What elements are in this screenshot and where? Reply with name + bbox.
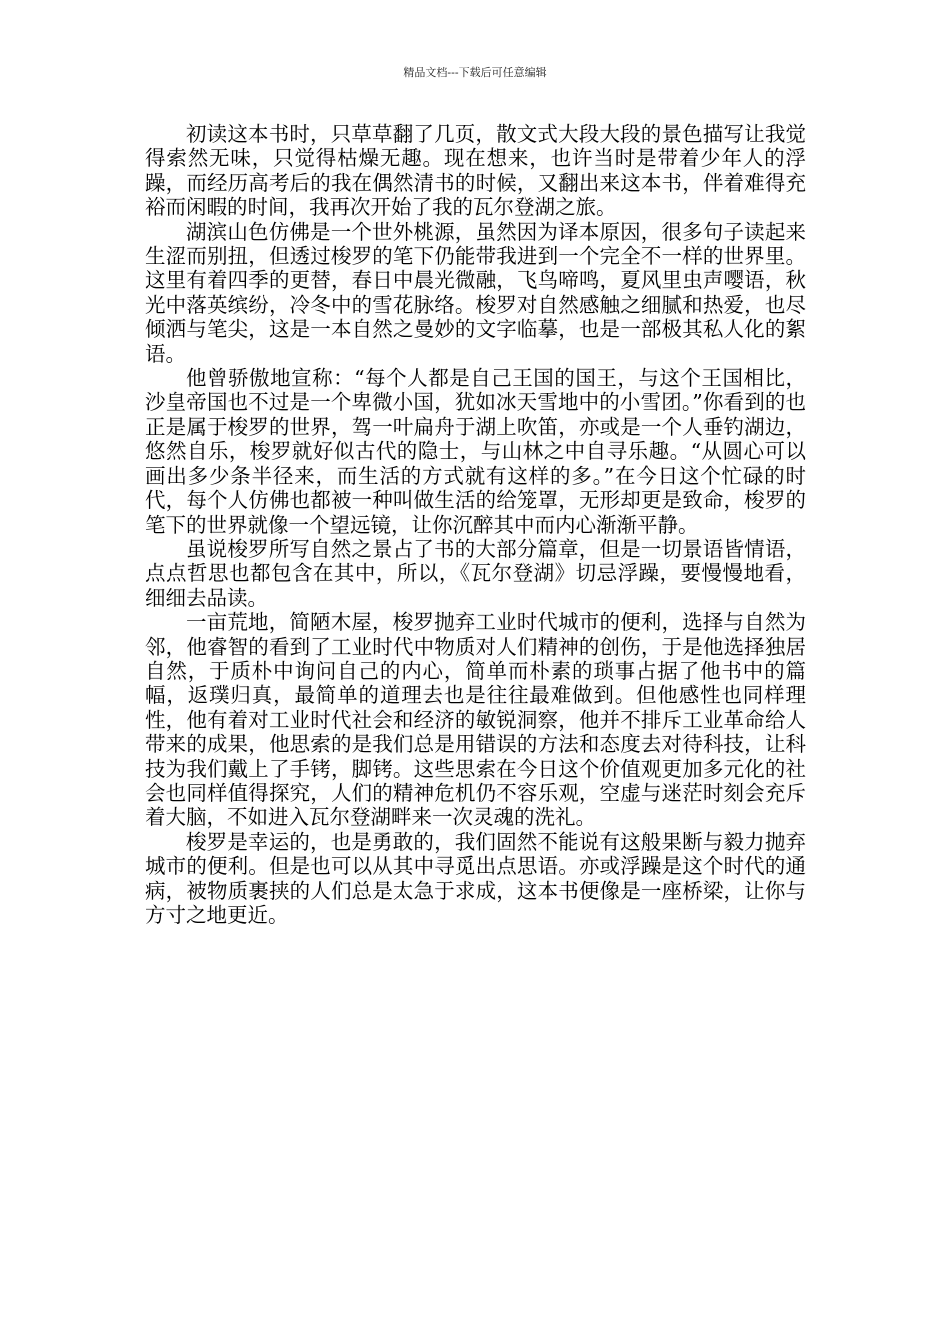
paragraph: 一亩荒地，简陋木屋，梭罗抛弃工业时代城市的便利，选择与自然为邻，他睿智的看到了工业时代中物质对人们精神的创伤，于是他选择独居自然，于质朴中询问自己的内心，简单而朴素的琐事占据了他书中的篇幅，返璞归真，最简单的道理去也是往往最难做到。但他感性也同样理性，他有着对工业时代社会和经济的敏锐洞察，他并不排斥工业革命给人带来的成果，他思索的是我们总是用错误的方法和态度去对待科技，让科技为我们戴上了手铐，脚铐。这些思索在今日这个价值观更加多元化的社会也同样值得探究，人们的精神危机仍不容乐观，空虚与迷茫时刻会充斥着大脑，不如进入瓦尔登湖畔来一次灵魂的洗礼。: [145, 610, 806, 830]
paragraph: 湖滨山色仿佛是一个世外桃源，虽然因为译本原因，很多句子读起来生涩而别扭，但透过梭罗的笔下仍能带我进到一个完全不一样的世界里。这里有着四季的更替，春日中晨光微融，飞鸟啼鸣，夏风里虫声嘤语，秋光中落英缤纷，冷冬中的雪花脉络。梭罗对自然感触之细腻和热爱，也尽倾洒与笔尖，这是一本自然之曼妙的文字临摹，也是一部极其私人化的絮语。: [145, 219, 806, 366]
paragraph: 初读这本书时，只草草翻了几页，散文式大段大段的景色描写让我觉得索然无味，只觉得枯燥无趣。现在想来，也许当时是带着少年人的浮躁，而经历高考后的我在偶然清书的时候，又翻出来这本书，伴着难得充裕而闲暇的时间，我再次开始了我的瓦尔登湖之旅。: [145, 122, 806, 220]
document-body: [145, 122, 806, 927]
paragraph: 梭罗是幸运的，也是勇敢的，我们固然不能说有这般果断与毅力抛弃城市的便利。但是也可以从其中寻觅出点思语。亦或浮躁是这个时代的通病，被物质裹挟的人们总是太急于求成，这本书便像是一座桥梁，让你与方寸之地更近。: [145, 829, 806, 927]
page-header: 精品文档---下载后可任意编辑: [403, 66, 547, 79]
paragraph: 他曾骄傲地宣称：“每个人都是自己王国的国王，与这个王国相比，沙皇帝国也不过是一个卑微小国，犹如冰天雪地中的小雪团。”你看到的也正是属于梭罗的世界，驾一叶扁舟于湖上吹笛，亦或是一个人垂钓湖边，悠然自乐，梭罗就好似古代的隐士，与山林之中自寻乐趣。“从圆心可以画出多少条半径来，而生活的方式就有这样的多。”在今日这个忙碌的时代，每个人仿佛也都被一种叫做生活的给笼罩，无形却更是致命，梭罗的笔下的世界就像一个望远镜，让你沉醉其中而内心渐渐平静。: [145, 366, 806, 537]
paragraph: 虽说梭罗所写自然之景占了书的大部分篇章，但是一切景语皆情语，点点哲思也都包含在其中，所以，《瓦尔登湖》切忌浮躁，要慢慢地看，细细去品读。: [145, 536, 806, 610]
